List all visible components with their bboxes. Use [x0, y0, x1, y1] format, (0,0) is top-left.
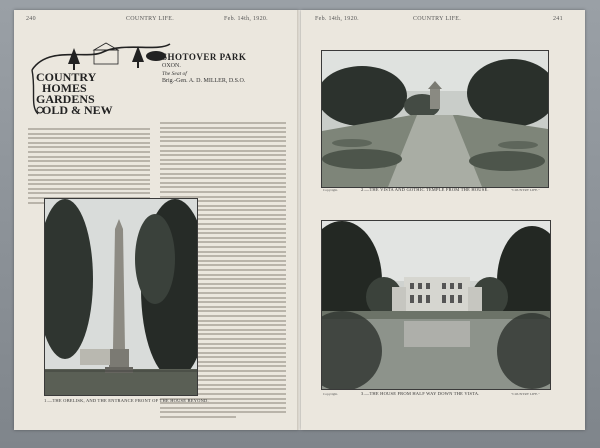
- left-body-column-1: [28, 128, 150, 206]
- vista-credit-right: "COUNTRY LIFE.": [511, 188, 540, 192]
- vista-temple-image: [322, 51, 548, 187]
- series-title-line-4: OLD & NEW: [42, 103, 113, 117]
- right-journal-name: COUNTRY LIFE.: [413, 16, 462, 22]
- article-county: OXON.: [162, 63, 181, 69]
- house-credit-right: "COUNTRY LIFE.": [511, 392, 540, 396]
- left-journal-name: COUNTRY LIFE.: [126, 16, 175, 22]
- house-caption: 3.—THE HOUSE FROM HALF WAY DOWN THE VISTA.: [361, 391, 480, 396]
- vista-temple-photo: [321, 50, 549, 188]
- article-title-block: [162, 52, 262, 84]
- left-date: Feb. 14th, 1920.: [224, 16, 268, 22]
- article-title: SHOTOVER PARK: [162, 52, 247, 62]
- article-seat-line: The Seat of: [162, 71, 187, 77]
- left-page-number: 240: [26, 16, 36, 22]
- vista-caption: 2.—THE VISTA AND GOTHIC TEMPLE FROM THE HOUSE.: [361, 187, 489, 192]
- series-title: [36, 72, 156, 116]
- series-title-line-1: COUNTRY: [36, 70, 97, 84]
- house-vista-image: [322, 221, 550, 389]
- right-page-number: 241: [553, 16, 563, 22]
- obelisk-photo: [44, 198, 198, 396]
- house-vista-photo: [321, 220, 551, 390]
- series-title-line-2: HOMES: [42, 81, 87, 95]
- house-credit-left: Copyright.: [323, 392, 339, 396]
- right-date: Feb. 14th, 1920.: [315, 16, 359, 22]
- left-page: [14, 10, 299, 430]
- vista-credit-left: Copyright.: [323, 188, 339, 192]
- series-title-line-3: GARDENS: [36, 92, 95, 106]
- obelisk-caption: 1.—THE OBELISK, AND THE ENTRANCE FRONT OF THE HOUSE BEYOND.: [44, 398, 209, 403]
- obelisk-photo-image: [45, 199, 197, 395]
- article-owner: Brig.-Gen. A. D. MILLER, D.S.O.: [162, 78, 246, 84]
- right-page: [301, 10, 585, 430]
